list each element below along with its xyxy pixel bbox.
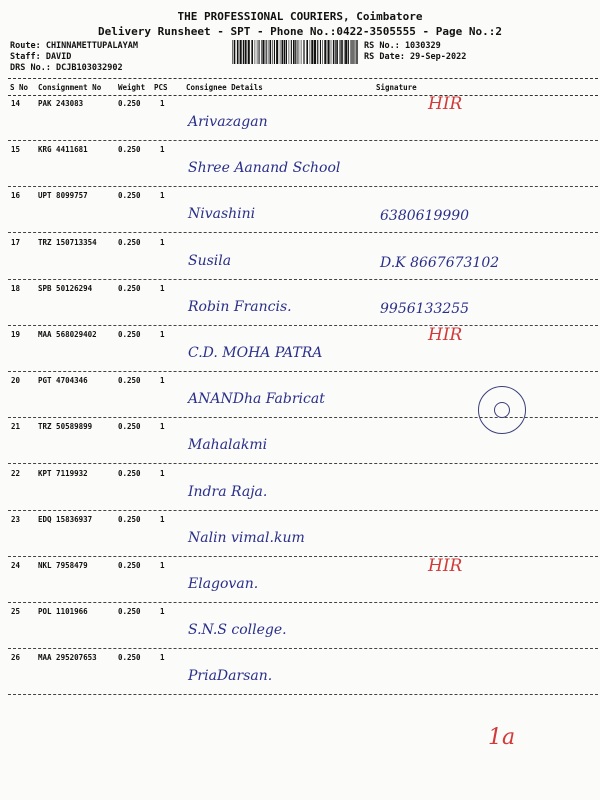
consignee-name: Indra Raja. (188, 483, 268, 500)
barcode-bar (259, 40, 260, 64)
barcode-image (232, 40, 358, 64)
col-signature: Signature (376, 83, 417, 92)
barcode-bar (333, 40, 334, 64)
consignee-name: Arivazagan (188, 114, 268, 130)
col-weight: Weight (118, 83, 146, 92)
barcode-bar (272, 40, 273, 64)
weight-cell: 0.250 (118, 237, 141, 247)
consignment-cell: MAA 295207653 (38, 653, 97, 663)
hir-mark: HIR (428, 556, 463, 576)
barcode-bar (357, 40, 358, 64)
consignment-cell: PGT 4704346 (38, 376, 88, 386)
col-sno: S No (10, 83, 29, 92)
consignment-cell: MAA 568029402 (38, 330, 97, 339)
table-row (8, 279, 598, 326)
sno-cell: 24 (11, 561, 21, 570)
barcode-bar (299, 40, 300, 64)
weight-cell: 0.250 (118, 376, 141, 386)
pcs-cell: 1 (160, 191, 165, 201)
weight-cell: 0.250 (118, 561, 141, 570)
barcode-bar (322, 40, 323, 64)
col-pcs: PCS (154, 83, 168, 92)
weight-cell: 0.250 (118, 99, 141, 108)
barcode-bar (335, 40, 336, 64)
consignee-name: Elagovan. (188, 576, 259, 592)
sno-cell: 23 (11, 514, 21, 524)
barcode-bar (341, 40, 343, 64)
barcode-bar (340, 40, 341, 64)
consignee-name: Nalin vimal.kum (188, 529, 305, 546)
barcode-bar (297, 40, 298, 64)
signature-text: D.K 8667673102 (380, 254, 500, 271)
weight-cell: 0.250 (118, 422, 141, 432)
barcode-bar (320, 40, 321, 64)
pcs-cell: 1 (160, 607, 165, 617)
barcode-bar (255, 40, 256, 64)
sno-cell: 26 (11, 653, 21, 663)
table-row (8, 510, 598, 557)
pcs-cell: 1 (160, 376, 165, 386)
drs-number: DRS No.: DCJB103032902 (10, 63, 123, 73)
weight-cell: 0.250 (118, 514, 141, 524)
barcode-bar (356, 40, 357, 64)
consignee-name: PriaDarsan. (188, 668, 273, 685)
weight-cell: 0.250 (118, 283, 141, 293)
barcode-bar (286, 40, 287, 64)
pcs-cell: 1 (160, 330, 165, 339)
barcode-bar (268, 40, 269, 64)
pcs-cell: 1 (160, 145, 165, 155)
barcode-bar (314, 40, 316, 64)
consignee-name: Robin Francis. (188, 298, 292, 315)
sno-cell: 19 (11, 330, 21, 339)
barcode-bar (266, 40, 267, 64)
pcs-cell: 1 (160, 468, 165, 478)
pcs-cell: 1 (160, 422, 165, 432)
sno-cell: 14 (11, 99, 21, 108)
consignment-cell: TRZ 150713354 (38, 237, 97, 247)
weight-cell: 0.250 (118, 607, 141, 617)
barcode-bar (261, 40, 262, 64)
sno-cell: 17 (11, 237, 21, 247)
signature-text: 6380619990 (380, 208, 470, 225)
consignment-cell: SPB 50126294 (38, 283, 93, 293)
runsheet-subtitle: Delivery Runsheet - SPT - Phone No.:0422-3505555 - Page No.:2 (98, 25, 502, 38)
barcode-bar (245, 40, 247, 64)
consignee-name: Mahalakmi (188, 437, 268, 454)
table-row (8, 602, 598, 649)
consignment-cell: NKL 7958479 (38, 561, 88, 570)
barcode-bar (352, 40, 353, 64)
hir-mark: HIR (428, 94, 463, 114)
sno-cell: 15 (11, 145, 21, 155)
weight-cell: 0.250 (118, 191, 141, 201)
barcode-bar (284, 40, 286, 64)
sno-cell: 25 (11, 607, 21, 617)
consignment-cell: POL 1101966 (38, 607, 88, 617)
consignee-name: C.D. MOHA PATRA (188, 345, 323, 361)
table-row (8, 186, 598, 233)
pcs-cell: 1 (160, 283, 165, 293)
table-row (8, 233, 598, 280)
hir-mark: HIR (428, 325, 463, 345)
barcode-bar (345, 40, 347, 64)
barcode-bar (251, 40, 253, 64)
table-row (8, 94, 598, 141)
table-row (8, 464, 598, 511)
sno-cell: 20 (11, 376, 21, 386)
col-consignee: Consignee Details (186, 83, 263, 92)
barcode-bar (336, 40, 338, 64)
barcode-bar (293, 40, 295, 64)
barcode-bar (243, 40, 245, 64)
barcode-bar (353, 40, 354, 64)
barcode-bar (276, 40, 278, 64)
barcode-bar (331, 40, 332, 64)
barcode-bar (237, 40, 239, 64)
barcode-bar (289, 40, 290, 64)
barcode-bar (291, 40, 292, 64)
weight-cell: 0.250 (118, 468, 141, 478)
barcode-bar (280, 40, 281, 64)
consignment-cell: EDQ 15836937 (38, 514, 93, 524)
table-row (8, 140, 598, 187)
barcode-bar (248, 40, 250, 64)
barcode-bar (348, 40, 349, 64)
consignee-name: ANANDha Fabricat (188, 391, 325, 408)
barcode-bar (351, 40, 352, 64)
barcode-bar (262, 40, 264, 64)
page-mark: 1a (488, 725, 516, 750)
weight-cell: 0.250 (118, 653, 141, 663)
consignee-name: Shree Aanand School (188, 160, 341, 177)
sno-cell: 21 (11, 422, 21, 432)
barcode-bar (232, 40, 233, 64)
rs-number: RS No.: 1030329 (364, 41, 441, 51)
sno-cell: 18 (11, 283, 21, 293)
route-label: Route: CHINNAMETTUPALAYAM (10, 41, 138, 51)
consignee-name: Susila (188, 252, 232, 269)
weight-cell: 0.250 (118, 330, 141, 339)
barcode-bar (306, 40, 308, 64)
barcode-bar (282, 40, 284, 64)
barcode-bar (303, 40, 304, 64)
barcode-bar (317, 40, 318, 64)
runsheet-title: THE PROFESSIONAL COURIERS, Coimbatore (177, 10, 423, 23)
staff-label: Staff: DAVID (10, 52, 72, 62)
pcs-cell: 1 (160, 561, 165, 570)
pcs-cell: 1 (160, 99, 165, 108)
barcode-bar (324, 40, 326, 64)
table-row (8, 648, 598, 695)
barcode-bar (310, 40, 311, 64)
consignee-name: S.N.S college. (188, 622, 287, 639)
consignment-cell: KRG 4411681 (38, 145, 88, 155)
consignment-cell: UPT 8099757 (38, 191, 88, 201)
table-row (8, 556, 598, 603)
barcode-bar (234, 40, 236, 64)
barcode-bar (257, 40, 258, 64)
pcs-cell: 1 (160, 514, 165, 524)
barcode-bar (270, 40, 272, 64)
pcs-cell: 1 (160, 237, 165, 247)
weight-cell: 0.250 (118, 145, 141, 155)
barcode-bar (311, 40, 313, 64)
consignment-cell: KPT 7119932 (38, 468, 88, 478)
consignment-cell: PAK 243083 (38, 99, 84, 108)
pcs-cell: 1 (160, 653, 165, 663)
barcode-bar (240, 40, 242, 64)
sno-cell: 16 (11, 191, 21, 201)
rs-date: RS Date: 29-Sep-2022 (364, 52, 467, 62)
sno-cell: 22 (11, 468, 21, 478)
barcode-bar (328, 40, 330, 64)
barcode-bar (274, 40, 275, 64)
company-stamp (478, 386, 526, 434)
barcode-bar (295, 40, 296, 64)
signature-text: 9956133255 (380, 300, 470, 317)
consignee-name: Nivashini (188, 206, 256, 223)
barcode-bar (344, 40, 345, 64)
consignment-cell: TRZ 50589899 (38, 422, 93, 432)
col-consignment: Consignment No (38, 83, 102, 92)
barcode-bar (301, 40, 302, 64)
table-row (8, 325, 598, 372)
barcode-bar (304, 40, 305, 64)
